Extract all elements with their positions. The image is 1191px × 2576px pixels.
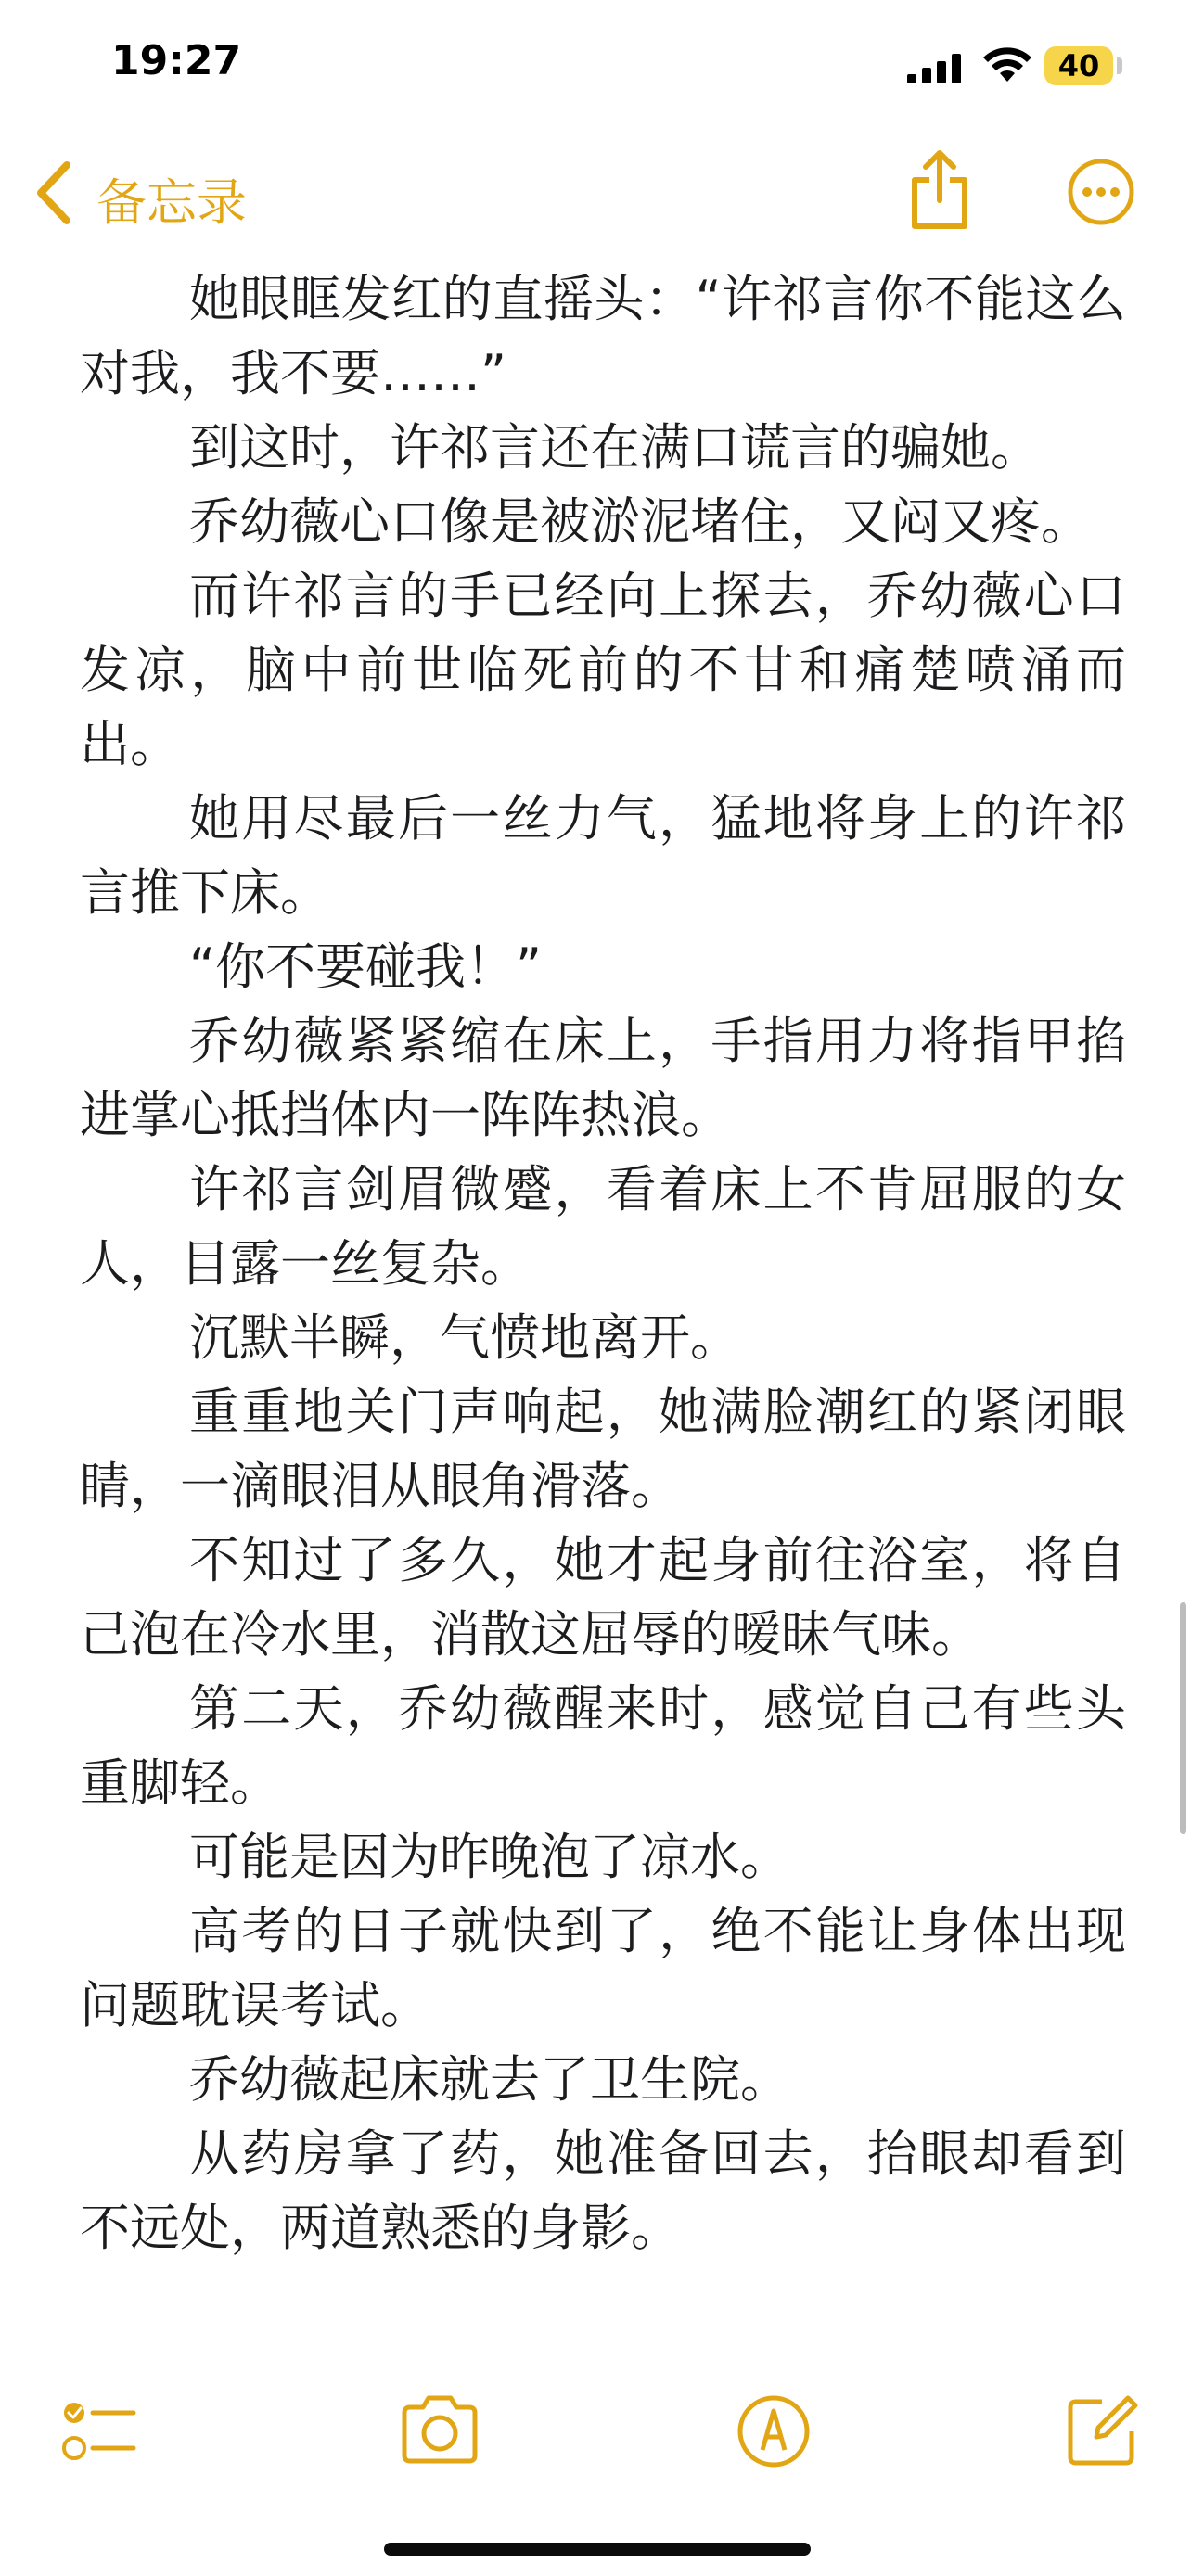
compose-icon[interactable] — [1065, 2392, 1141, 2468]
note-paragraph: 沉默半瞬，气愤地离开。 — [189, 1308, 740, 1367]
note-paragraph: 重重地关门声响起，她满脸潮红的紧闭眼睛，一滴眼泪从眼角滑落。 — [80, 1383, 1126, 1515]
status-time: 19:27 — [111, 37, 242, 84]
battery-indicator: 40 — [1044, 46, 1113, 85]
cellular-signal-icon — [907, 54, 965, 83]
note-paragraph: 乔幼薇心口像是被淤泥堵住，又闷又疼。 — [189, 492, 1091, 551]
note-paragraph: 她眼眶发红的直摇头：“许祁言你不能这么对我，我不要……” — [80, 270, 1126, 402]
note-paragraph: “你不要碰我！” — [189, 937, 542, 996]
note-body[interactable] — [80, 262, 1126, 2265]
chevron-left-icon[interactable] — [33, 159, 74, 226]
scroll-indicator[interactable] — [1180, 1602, 1186, 1834]
note-paragraph: 而许祁言的手已经向上探去，乔幼薇心口发凉，脑中前世临死前的不甘和痛楚喷涌而出。 — [80, 567, 1126, 773]
bottom-toolbar — [0, 2383, 1191, 2494]
share-icon[interactable] — [907, 148, 972, 232]
note-paragraph: 到这时，许祁言还在满口谎言的骗她。 — [189, 418, 1041, 477]
back-button-label[interactable]: 备忘录 — [96, 173, 247, 232]
camera-icon[interactable] — [397, 2392, 482, 2467]
note-paragraph: 乔幼薇紧紧缩在床上，手指用力将指甲掐进掌心抵挡体内一阵阵热浪。 — [80, 1012, 1126, 1144]
battery-tip — [1117, 57, 1122, 74]
home-indicator — [384, 2543, 811, 2556]
note-paragraph: 高考的日子就快到了，绝不能让身体出现问题耽误考试。 — [80, 1902, 1126, 2034]
note-paragraph: 不知过了多久，她才起身前往浴室，将自己泡在冷水里，消散这屈辱的暧昧气味。 — [80, 1531, 1126, 1664]
note-paragraph: 乔幼薇起床就去了卫生院。 — [189, 2050, 790, 2109]
wifi-icon — [981, 46, 1033, 83]
note-paragraph: 她用尽最后一丝力气，猛地将身上的许祁言推下床。 — [80, 789, 1126, 922]
status-bar — [0, 0, 1191, 139]
checklist-icon[interactable] — [61, 2392, 139, 2470]
note-paragraph: 许祁言剑眉微蹙，看着床上不肯屈服的女人，目露一丝复杂。 — [80, 1160, 1126, 1293]
note-paragraph: 第二天，乔幼薇醒来时，感觉自己有些头重脚轻。 — [80, 1679, 1126, 1812]
note-paragraph: 可能是因为昨晚泡了凉水。 — [189, 1828, 790, 1886]
ellipsis-circle-icon[interactable] — [1067, 158, 1135, 226]
pen-tip-icon[interactable] — [735, 2392, 813, 2470]
note-paragraph: 从药房拿了药，她准备回去，抬眼却看到不远处，两道熟悉的身影。 — [80, 2124, 1126, 2257]
